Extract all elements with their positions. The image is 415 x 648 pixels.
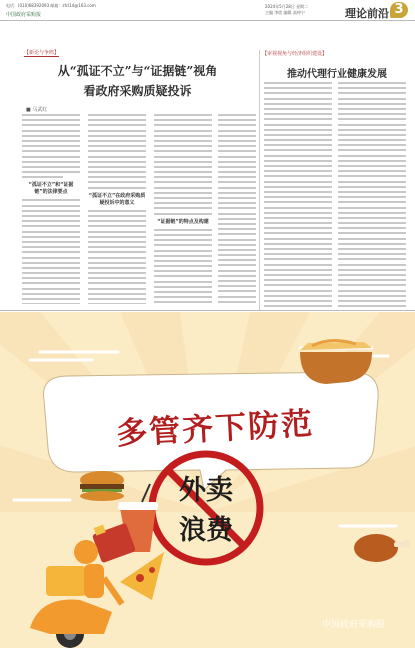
stamp-line-2: 浪费 bbox=[179, 515, 233, 546]
right-article-column-2 bbox=[338, 82, 406, 308]
burger-icon bbox=[80, 471, 124, 501]
article-column-4 bbox=[218, 114, 256, 304]
page-header bbox=[0, 0, 415, 21]
banner-slogan: 多管齐下防范 bbox=[115, 405, 315, 453]
article-column-3 bbox=[154, 114, 212, 304]
section-divider bbox=[0, 310, 415, 311]
article-column-1 bbox=[22, 114, 80, 304]
article-column-2 bbox=[88, 114, 146, 304]
stamp-text bbox=[155, 452, 257, 562]
issue-date: 2024年5月28日 星期二 bbox=[265, 4, 309, 9]
left-column-tag: 【新论与争鸣】 bbox=[24, 50, 60, 56]
page-number-badge: 3 bbox=[390, 2, 408, 18]
right-column-tag: 【审视视角与经济组织建设】 bbox=[262, 51, 328, 57]
article-title-line2: 看政府采购质疑投诉 bbox=[83, 84, 192, 98]
stamp-line-1: 外卖 bbox=[179, 475, 233, 506]
fried-chicken-icon bbox=[354, 534, 410, 562]
article-title-line1: 从“孤证不立”与“证据链”视角 bbox=[57, 64, 218, 78]
article-subhead-2: “孤证不立”在政府采购质疑投诉中的意义 bbox=[88, 192, 146, 206]
section-title: 理论前沿 bbox=[345, 7, 389, 20]
article-author: ■ 马武红 bbox=[26, 107, 48, 113]
illustration-banner bbox=[0, 312, 415, 648]
article-subhead-1: “孤证不立”和“证据链”的法律要点 bbox=[28, 182, 74, 196]
column-divider bbox=[259, 50, 260, 310]
footer-brand: 中国政府采购报 bbox=[321, 620, 385, 630]
article-subhead-3: “证据链”的特点及构建 bbox=[157, 218, 209, 225]
editor-info: 主编 李欣 编辑 高仲宁 bbox=[265, 10, 305, 15]
right-article-title: 推动代理行业健康发展 bbox=[287, 69, 387, 80]
right-article-column-1 bbox=[264, 82, 332, 308]
newspaper-brand: 中国政府采购报 bbox=[6, 12, 42, 18]
contact-info: 电话：(010)68392093 邮箱：zfcl14@163.com bbox=[6, 3, 96, 8]
